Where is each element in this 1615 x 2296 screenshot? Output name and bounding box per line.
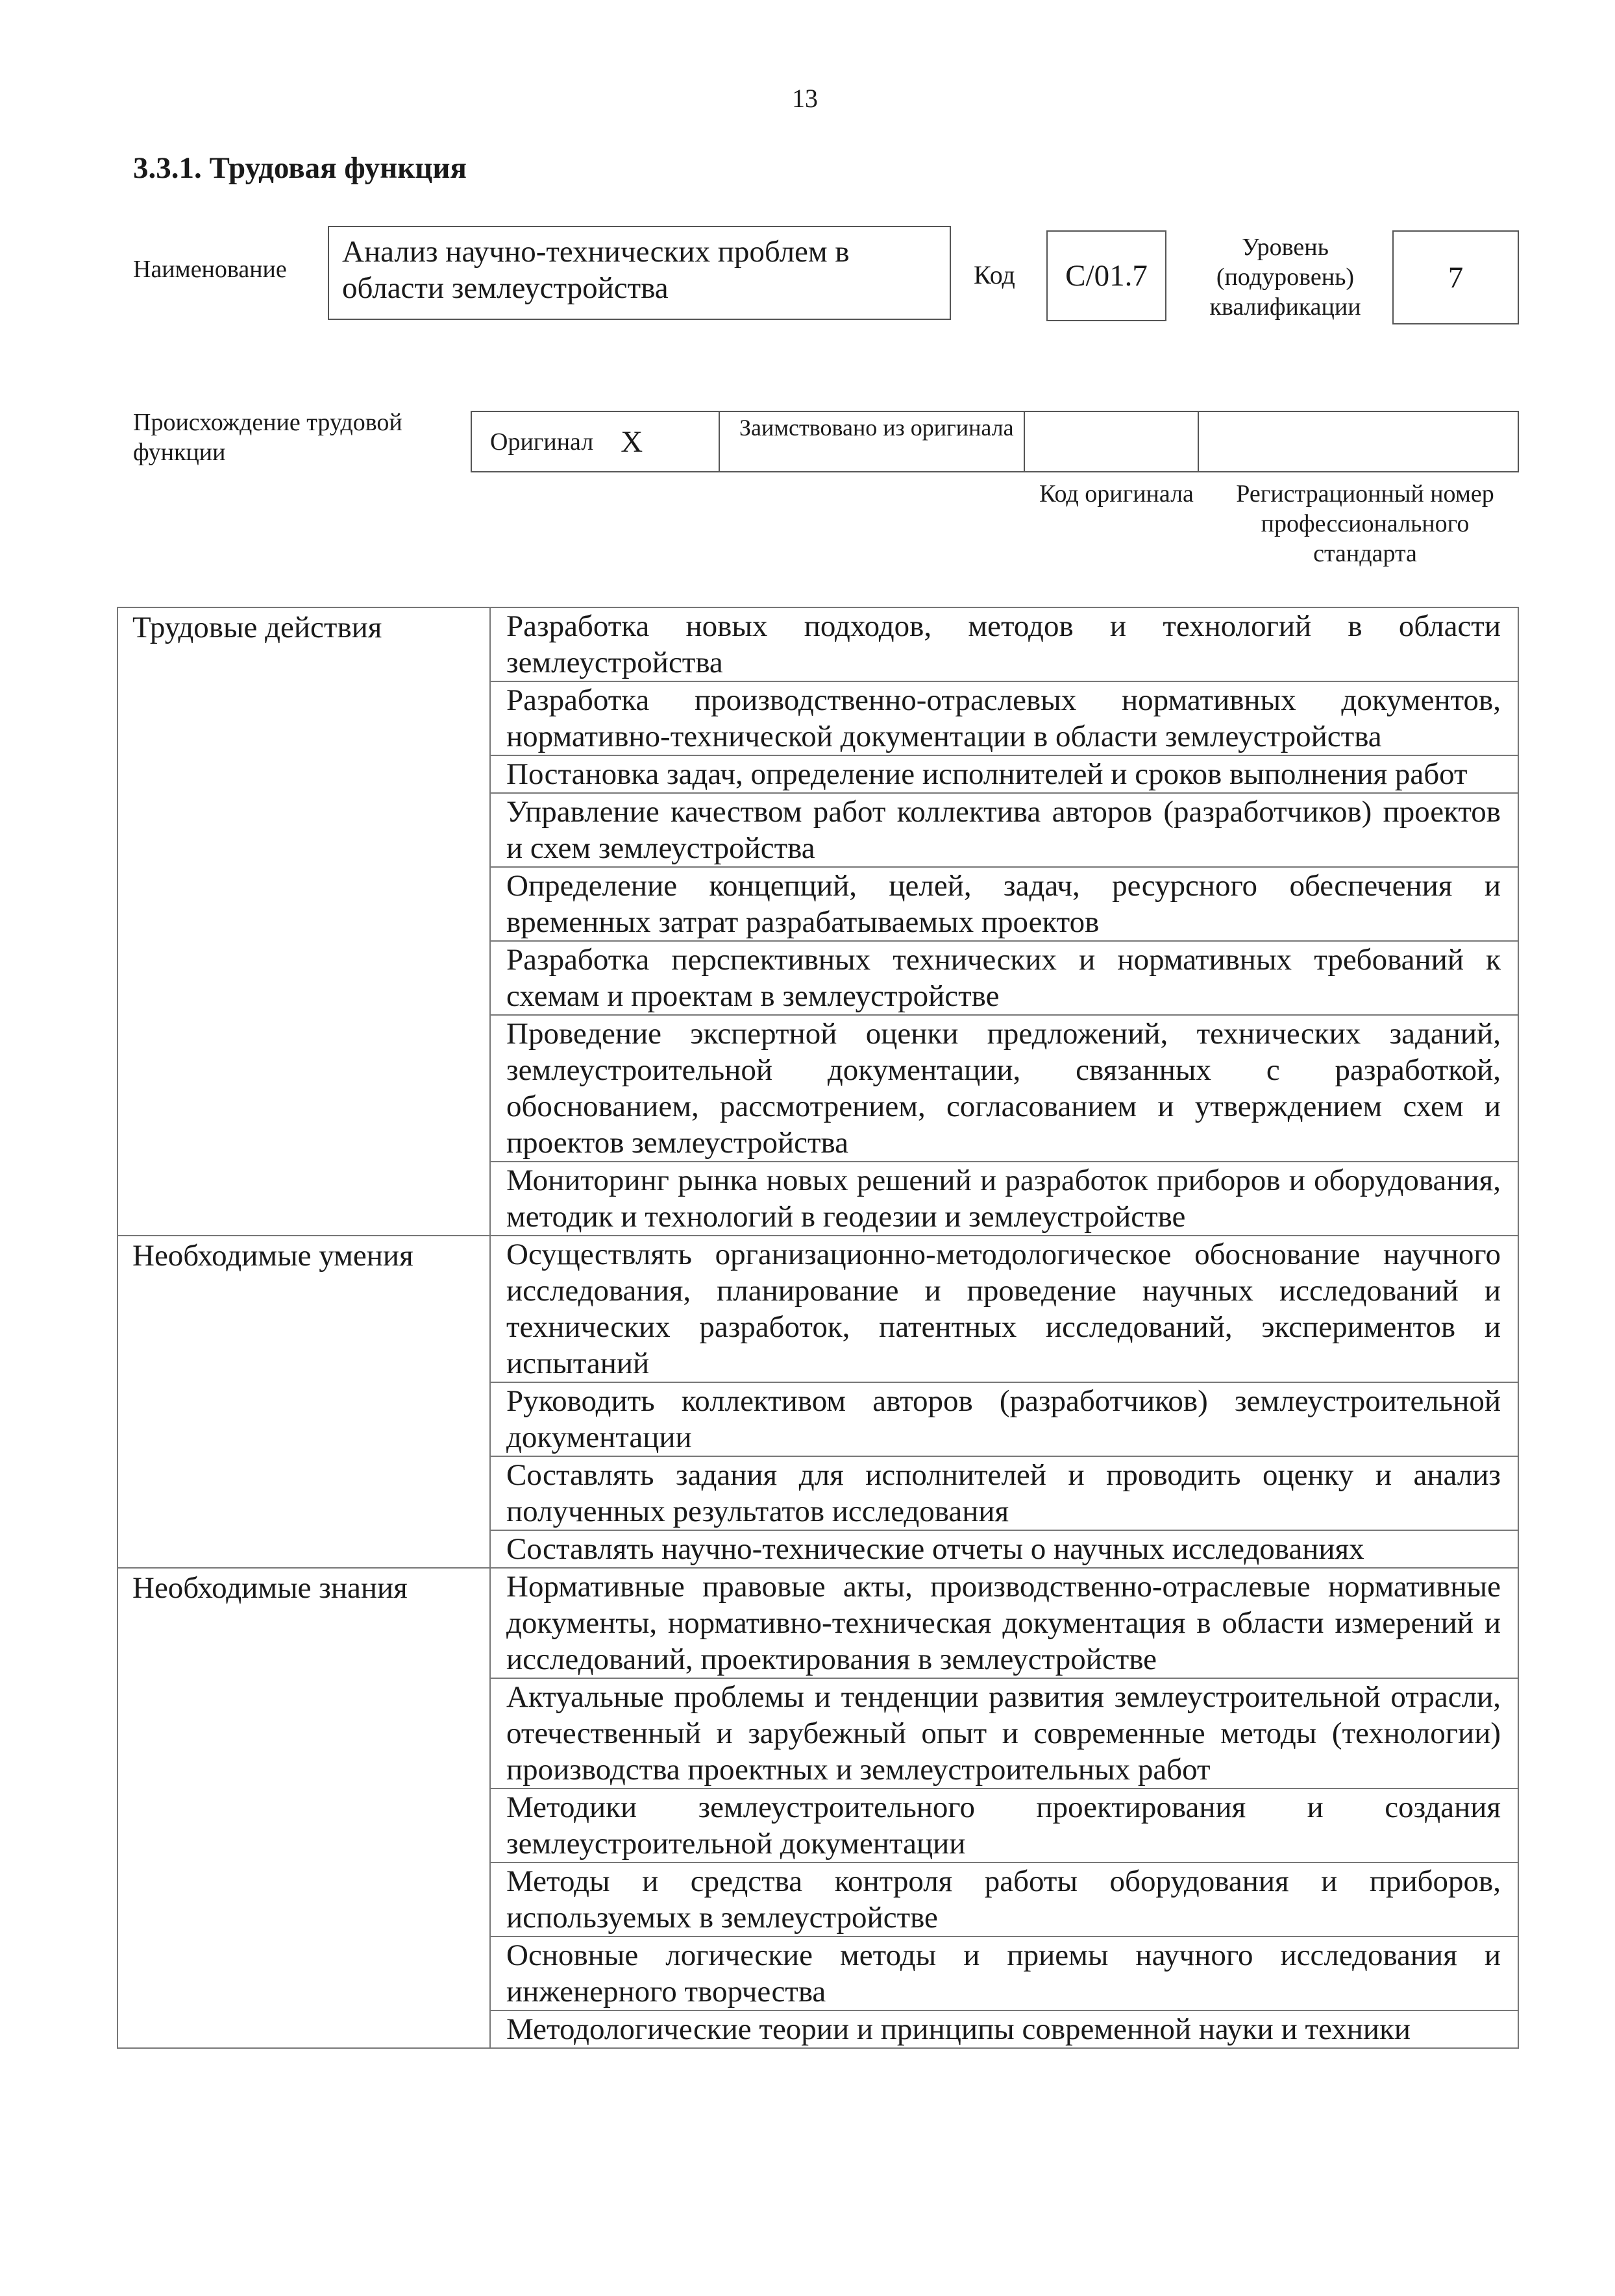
level-label: Уровень (подуровень) квалификации — [1209, 234, 1361, 321]
origin-table — [471, 411, 1519, 472]
category-cell: Необходимые умения — [117, 1236, 490, 1568]
list-item: Методологические теории и принципы современной науки и техники — [490, 2010, 1518, 2048]
origin-label: Происхождение трудовой функции — [133, 409, 402, 466]
category-cell: Трудовые действия — [117, 607, 490, 1236]
list-item: Основные логические методы и приемы научного исследования и инженерного творчества — [490, 1936, 1518, 2010]
list-item: Методы и средства контроля работы оборудования и приборов, используемых в землеустройстве — [490, 1862, 1518, 1936]
list-item: Разработка производственно-отраслевых нормативных документов, нормативно-технической документации в области землеустройства — [490, 681, 1518, 755]
registration-number-caption: Регистрационный номер профессионального стандарта — [1236, 480, 1494, 567]
list-item: Актуальные проблемы и тенденции развития землеустроительной отрасли, отечественный и зарубежный опыт и современные методы (технологии) производства проектных и землеустроительных работ — [490, 1678, 1518, 1789]
list-item: Методики землеустроительного проектирования и создания землеустроительной документации — [490, 1789, 1518, 1862]
list-item: Осуществлять организационно-методологическое обоснование научного исследования, планирование и проведение научных исследований и технических разработок, патентных исследований, экспериментов и испытаний — [490, 1236, 1518, 1382]
original-code-caption: Код оригинала — [1039, 480, 1194, 507]
list-item: Руководить коллективом авторов (разработчиков) землеустроительной документации — [490, 1382, 1518, 1456]
labor-function-table — [117, 607, 1519, 2049]
category-cell: Необходимые знания — [117, 1568, 490, 2048]
list-item: Составлять задания для исполнителей и проводить оценку и анализ полученных результатов исследования — [490, 1456, 1518, 1530]
function-name-box — [328, 226, 951, 320]
code-box — [1046, 230, 1166, 321]
list-item: Постановка задач, определение исполнителей и сроков выполнения работ — [490, 755, 1518, 793]
level-value: 7 — [1448, 260, 1464, 295]
table-row — [117, 1568, 1518, 1678]
section-heading: 3.3.1. Трудовая функция — [133, 151, 467, 185]
list-item: Разработка новых подходов, методов и технологий в области землеустройства — [490, 607, 1518, 681]
list-item: Нормативные правовые акты, производственно-отраслевые нормативные документы, нормативно-техническая документация в области измерений и исследований, проектирования в землеустройстве — [490, 1568, 1518, 1678]
list-item: Мониторинг рынка новых решений и разработок приборов и оборудования, методик и технологий в геодезии и землеустройстве — [490, 1162, 1518, 1236]
borrowed-label: Заимствовано из оригинала — [739, 415, 1014, 441]
code-value: C/01.7 — [1065, 259, 1148, 293]
registration-number-cell — [1198, 412, 1518, 471]
name-label: Наименование — [133, 256, 287, 283]
original-code-cell — [1024, 412, 1199, 471]
page-number: 13 — [792, 84, 818, 113]
list-item: Проведение экспертной оценки предложений, технических заданий, землеустроительной документации, связанных с разработкой, обоснованием, рассмотрением, согласованием и утверждением схем и проектов землеустройства — [490, 1015, 1518, 1162]
level-box — [1392, 230, 1519, 324]
list-item: Составлять научно-технические отчеты о научных исследованиях — [490, 1530, 1518, 1568]
borrowed-cell — [719, 412, 1024, 471]
list-item: Управление качеством работ коллектива авторов (разработчиков) проектов и схем землеустройства — [490, 793, 1518, 867]
table-row — [117, 1236, 1518, 1382]
original-cell — [472, 412, 719, 471]
table-row — [117, 607, 1518, 681]
original-label: Оригинал — [490, 428, 594, 456]
code-label: Код — [974, 260, 1015, 289]
function-name-value: Анализ научно-технических проблем в области землеустройства — [342, 235, 850, 305]
original-mark: X — [621, 424, 643, 459]
list-item: Определение концепций, целей, задач, ресурсного обеспечения и временных затрат разрабатываемых проектов — [490, 867, 1518, 941]
list-item: Разработка перспективных технических и нормативных требований к схемам и проектам в землеустройстве — [490, 941, 1518, 1015]
